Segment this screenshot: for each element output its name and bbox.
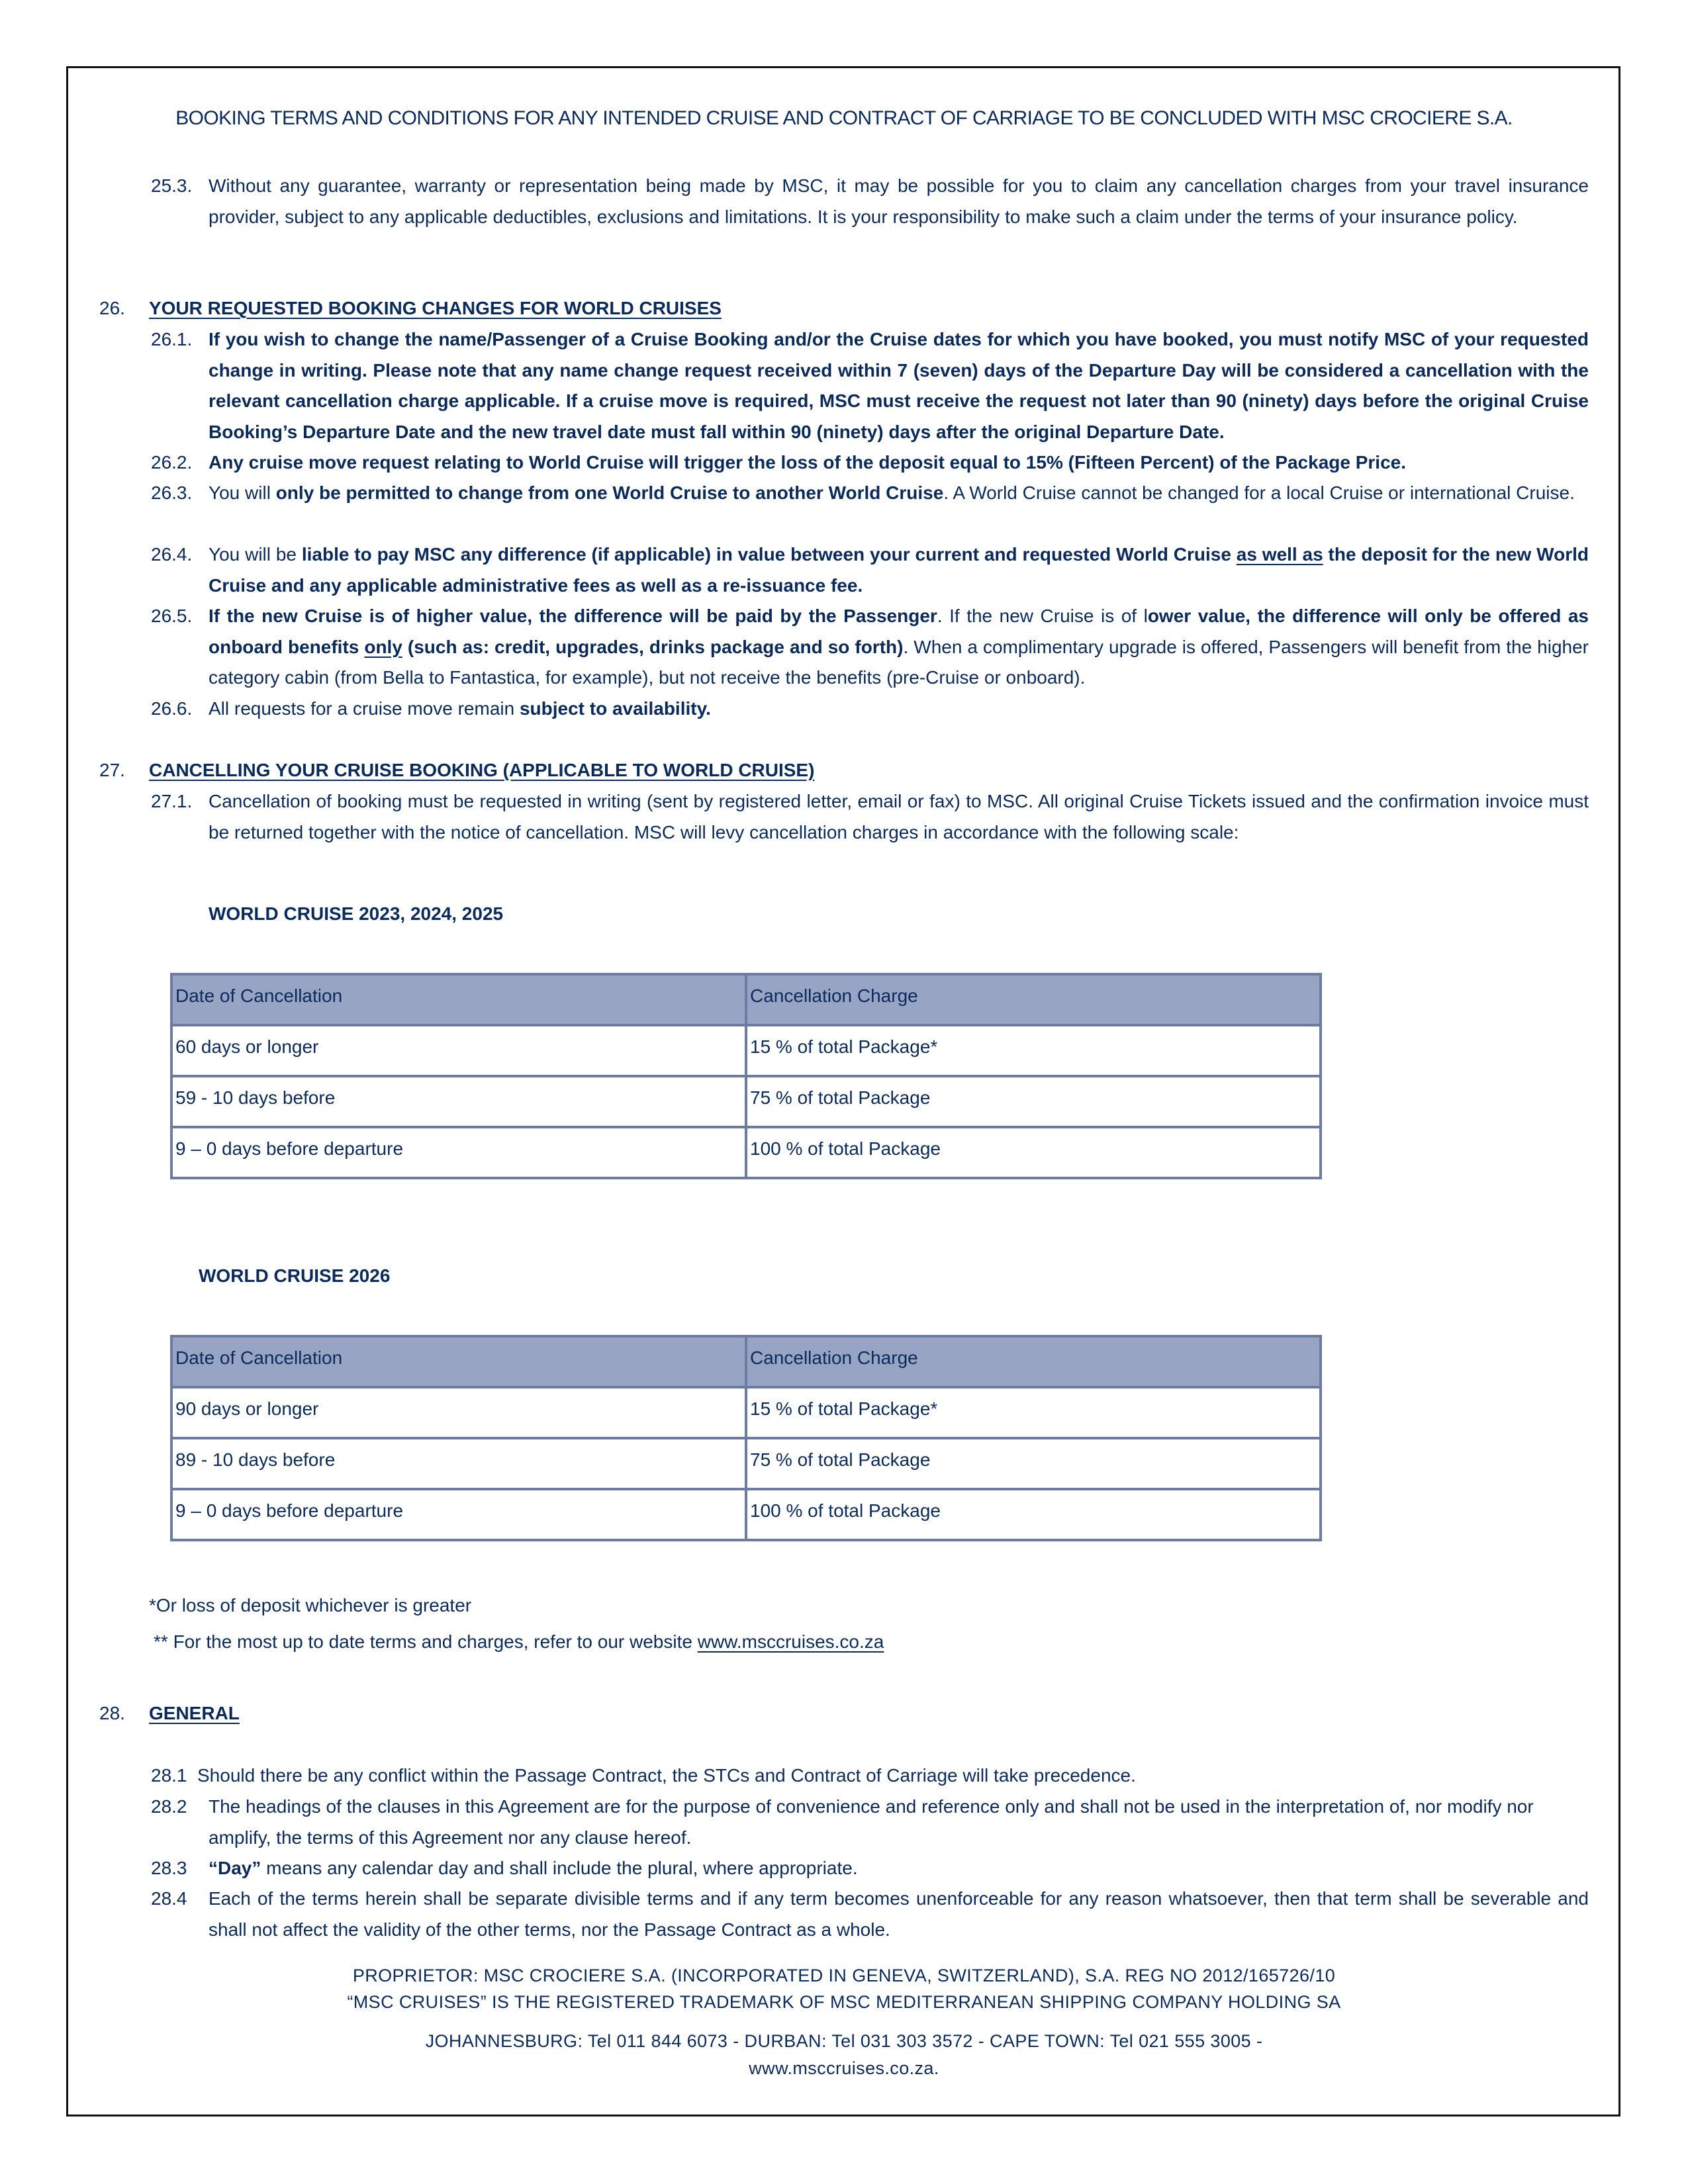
clause-text: All requests for a cruise move remain subject to availability. [209, 698, 711, 719]
clause-text: Each of the terms herein shall be separate divisible terms and if any term becomes unenforceable for any reason whatsoever, then that term shall be severable and shall not affect the validity of the other terms, nor the Passage Contract as a whole. [209, 1888, 1589, 1940]
table-row [171, 1438, 1321, 1489]
clause-text: “Day” means any calendar day and shall include the plural, where appropriate. [209, 1858, 858, 1878]
clause-number: 25.3. [151, 175, 193, 196]
clause-text: You will be liable to pay MSC any difference (if applicable) in value between your current and requested World Cruise as well as the deposit for the new World Cruise and any applicable administrative fees as well as a re-issuance fee. [209, 544, 1589, 596]
clause-text: Cancellation of booking must be requested in writing (sent by registered letter, email or fax) to MSC. All original Cruise Tickets issued and the confirmation invoice must be returned together with the notice of cancellation. MSC will levy cancellation charges in accordance with the following scale: [209, 791, 1589, 842]
table-cell: 90 days or longer [171, 1387, 746, 1438]
clause-text: If the new Cruise is of higher value, the difference will be paid by the Passenger. If the new Cruise is of lower value, the difference will only be offered as onboard benefits only (such as: credit, upgrades, drinks package and so forth). When a complimentary upgrade is offered, Passengers will benefit from the higher category cabin (from Bella to Fantastica, for example), but not receive the benefits (pre-Cruise or onboard). [209, 606, 1589, 688]
clause-number: 28.4 [151, 1888, 187, 1909]
clause-number: 28.2 [151, 1796, 187, 1817]
clause-number: 28.3 [151, 1858, 187, 1878]
table-row [171, 1076, 1321, 1127]
cancellation-table-2026 [170, 1335, 1322, 1541]
footer-website[interactable]: www.msccruises.co.za. [749, 2058, 939, 2078]
table-header-cell: Cancellation Charge [746, 974, 1321, 1025]
clause-text: The headings of the clauses in this Agreement are for the purpose of convenience and reference only and shall not be used in the interpretation of, nor modify nor amplify, the terms of this Agreement nor any clause hereof. [209, 1796, 1534, 1848]
clause-text: You will only be permitted to change from one World Cruise to another World Cruise. A World Cruise cannot be changed for a local Cruise or international Cruise. [209, 482, 1575, 503]
table-cell: 15 % of total Package* [746, 1387, 1321, 1438]
section-title: YOUR REQUESTED BOOKING CHANGES FOR WORLD CRUISES [149, 298, 722, 318]
clause-number: 27.1. [151, 791, 193, 811]
clause-number: 26.2. [151, 452, 193, 473]
table-cell: 59 - 10 days before [171, 1076, 746, 1127]
table-cell: 9 – 0 days before departure [171, 1127, 746, 1178]
section-number: 28. [99, 1703, 125, 1723]
section-number: 27. [99, 760, 125, 780]
clause-number: 26.5. [151, 606, 193, 626]
clause-text: If you wish to change the name/Passenger of a Cruise Booking and/or the Cruise dates for which you have booked, you must notify MSC of your requested change in writing. Please note that any name change request received within 7 (seven) days of the Departure Day will be considered a cancellation with the relevant cancellation charge applicable. If a cruise move is required, MSC must receive the request not later than 90 (ninety) days before the original Cruise Booking’s Departure Date and the new travel date must fall within 90 (ninety) days after the original Departure Date. [209, 329, 1589, 442]
clause-number: 26.3. [151, 482, 193, 503]
clause-text: Without any guarantee, warranty or representation being made by MSC, it may be possible for you to claim any cancellation charges from your travel insurance provider, subject to any applicable deductibles, exclusions and limitations. It is your responsibility to make such a claim under the terms of your insurance policy. [209, 175, 1589, 227]
footer-trademark: “MSC CRUISES” IS THE REGISTERED TRADEMARK OF MSC MEDITERRANEAN SHIPPING COMPANY HOLDING SA [347, 1992, 1341, 2012]
table-header-cell: Date of Cancellation [171, 1336, 746, 1387]
table-cell: 89 - 10 days before [171, 1438, 746, 1489]
clause-number: 26.6. [151, 698, 193, 719]
footnote-deposit: *Or loss of deposit whichever is greater [149, 1595, 472, 1615]
table-header-row [171, 1336, 1321, 1387]
table-cell: 100 % of total Package [746, 1127, 1321, 1178]
table-header-row [171, 974, 1321, 1025]
document-title: BOOKING TERMS AND CONDITIONS FOR ANY INTENDED CRUISE AND CONTRACT OF CARRIAGE TO BE CONCLUDED WITH MSC CROCIERE S.A. [175, 107, 1513, 129]
table-row [171, 1025, 1321, 1076]
table-row [171, 1489, 1321, 1540]
footer-contacts: JOHANNESBURG: Tel 011 844 6073 - DURBAN: Tel 031 303 3572 - CAPE TOWN: Tel 021 555 3005 - [425, 2031, 1263, 2051]
clause-number: 26.1. [151, 329, 193, 349]
section-title: CANCELLING YOUR CRUISE BOOKING (APPLICABLE TO WORLD CRUISE) [149, 760, 815, 780]
section-title: GENERAL [149, 1703, 240, 1723]
clause-number: 28.1 [151, 1765, 187, 1786]
clause-text: Should there be any conflict within the Passage Contract, the STCs and Contract of Carriage will take precedence. [197, 1765, 1136, 1786]
clause-number: 26.4. [151, 544, 193, 565]
table-cell: 75 % of total Package [746, 1076, 1321, 1127]
table-title-2026: WORLD CRUISE 2026 [199, 1265, 391, 1286]
table-cell: 60 days or longer [171, 1025, 746, 1076]
footer-proprietor: PROPRIETOR: MSC CROCIERE S.A. (INCORPORATED IN GENEVA, SWITZERLAND), S.A. REG NO 2012/165726/10 [352, 1966, 1336, 1985]
table-header-cell: Date of Cancellation [171, 974, 746, 1025]
table-header-cell: Cancellation Charge [746, 1336, 1321, 1387]
table-row [171, 1127, 1321, 1178]
section-number: 26. [99, 298, 125, 318]
cancellation-table-2023-2025 [170, 973, 1322, 1179]
table-cell: 75 % of total Package [746, 1438, 1321, 1489]
table-cell: 100 % of total Package [746, 1489, 1321, 1540]
clause-text: Any cruise move request relating to World Cruise will trigger the loss of the deposit equal to 15% (Fifteen Percent) of the Package Price. [209, 452, 1407, 473]
table-cell: 9 – 0 days before departure [171, 1489, 746, 1540]
table-cell: 15 % of total Package* [746, 1025, 1321, 1076]
table-row [171, 1387, 1321, 1438]
footnote-website: ** For the most up to date terms and charges, refer to our website www.msccruises.co.za [154, 1631, 884, 1652]
website-link[interactable]: www.msccruises.co.za [697, 1631, 884, 1652]
table-title-2023-2025: WORLD CRUISE 2023, 2024, 2025 [209, 903, 504, 924]
